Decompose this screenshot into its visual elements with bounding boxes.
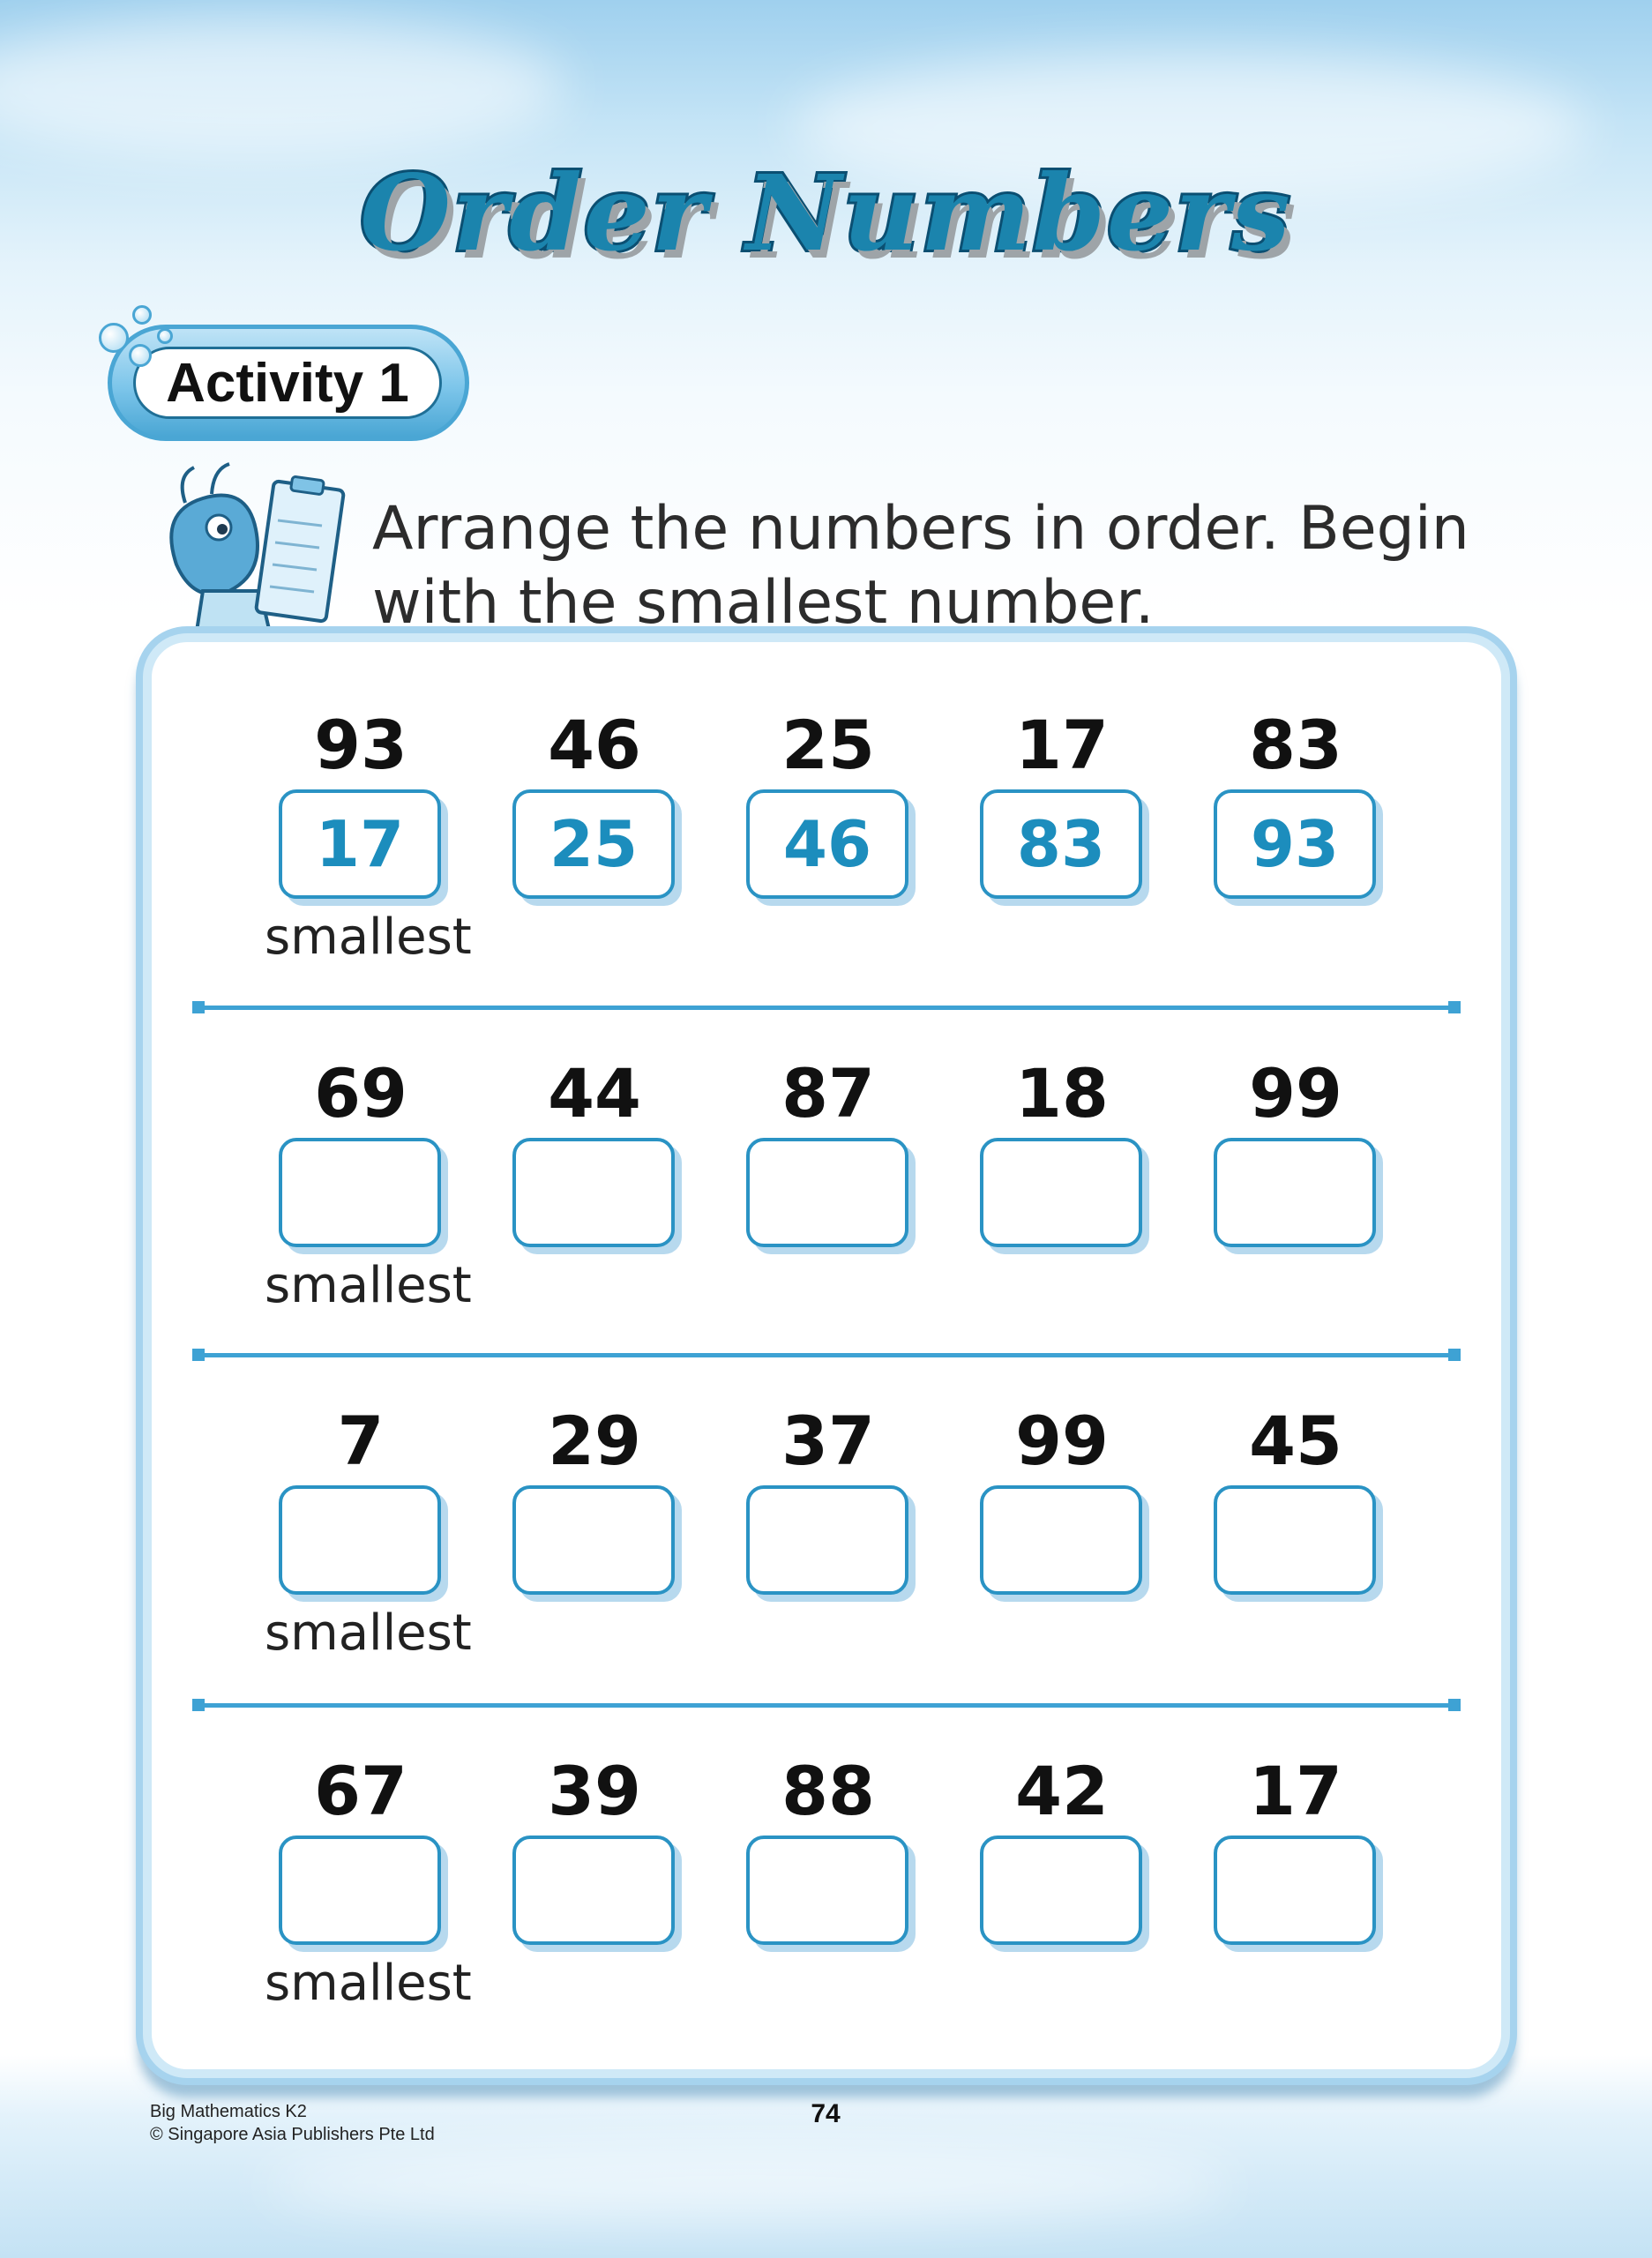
- answer-box[interactable]: 17: [279, 789, 441, 899]
- smallest-label: smallest: [265, 908, 472, 966]
- answer-box[interactable]: 46: [746, 789, 908, 899]
- answer-box[interactable]: [512, 1485, 675, 1595]
- answer-box[interactable]: [512, 1836, 675, 1945]
- given-number: 37: [781, 1402, 875, 1480]
- given-number: 83: [1249, 706, 1342, 784]
- answer-box[interactable]: [980, 1138, 1142, 1247]
- answer-box[interactable]: 83: [980, 789, 1142, 899]
- answer-box[interactable]: 25: [512, 789, 675, 899]
- given-number: 45: [1249, 1402, 1342, 1480]
- given-number: 69: [314, 1054, 407, 1133]
- row-divider: [196, 1006, 1457, 1010]
- answer-box[interactable]: [1214, 1138, 1376, 1247]
- answer-box[interactable]: [1214, 1485, 1376, 1595]
- answer-box[interactable]: [746, 1485, 908, 1595]
- smallest-label: smallest: [265, 1257, 472, 1314]
- footer-credits: [150, 2100, 435, 2146]
- page-number: 74: [811, 2099, 841, 2128]
- given-number: 25: [781, 706, 875, 784]
- answer-box[interactable]: 93: [1214, 789, 1376, 899]
- book-title: Big Mathematics K2: [150, 2102, 307, 2121]
- smallest-label: smallest: [265, 1604, 472, 1662]
- given-number: 93: [314, 706, 407, 784]
- answer-box[interactable]: [980, 1836, 1142, 1945]
- answer-box[interactable]: [279, 1138, 441, 1247]
- given-number: 39: [548, 1752, 641, 1830]
- answer-box[interactable]: [1214, 1836, 1376, 1945]
- activity-panel: [152, 642, 1501, 2069]
- given-number: 7: [337, 1402, 385, 1480]
- row-divider: [196, 1703, 1457, 1708]
- sky-cloud: [0, 18, 564, 159]
- answer-box[interactable]: [512, 1138, 675, 1247]
- given-number: 42: [1015, 1752, 1109, 1830]
- given-number: 17: [1249, 1752, 1342, 1830]
- given-number: 18: [1015, 1054, 1109, 1133]
- activity-label: Activity 1: [133, 347, 442, 419]
- page-title: Order Numbers: [360, 152, 1292, 274]
- given-number: 29: [548, 1402, 641, 1480]
- given-number: 67: [314, 1752, 407, 1830]
- given-number: 88: [781, 1752, 875, 1830]
- given-number: 44: [548, 1054, 641, 1133]
- given-number: 46: [548, 706, 641, 784]
- answer-box[interactable]: [746, 1138, 908, 1247]
- mascot-with-clipboard-icon: [141, 459, 370, 653]
- copyright: © Singapore Asia Publishers Pte Ltd: [150, 2125, 435, 2144]
- instruction-text: Arrange the numbers in order. Begin with the smallest number.: [372, 494, 1469, 638]
- given-number: 17: [1015, 706, 1109, 784]
- sky-cloud: [265, 2143, 1235, 2223]
- answer-box[interactable]: [746, 1836, 908, 1945]
- smallest-label: smallest: [265, 1955, 472, 2012]
- given-number: 99: [1249, 1054, 1342, 1133]
- answer-box[interactable]: [980, 1485, 1142, 1595]
- answer-box[interactable]: [279, 1485, 441, 1595]
- answer-box[interactable]: [279, 1836, 441, 1945]
- row-divider: [196, 1353, 1457, 1357]
- given-number: 99: [1015, 1402, 1109, 1480]
- given-number: 87: [781, 1054, 875, 1133]
